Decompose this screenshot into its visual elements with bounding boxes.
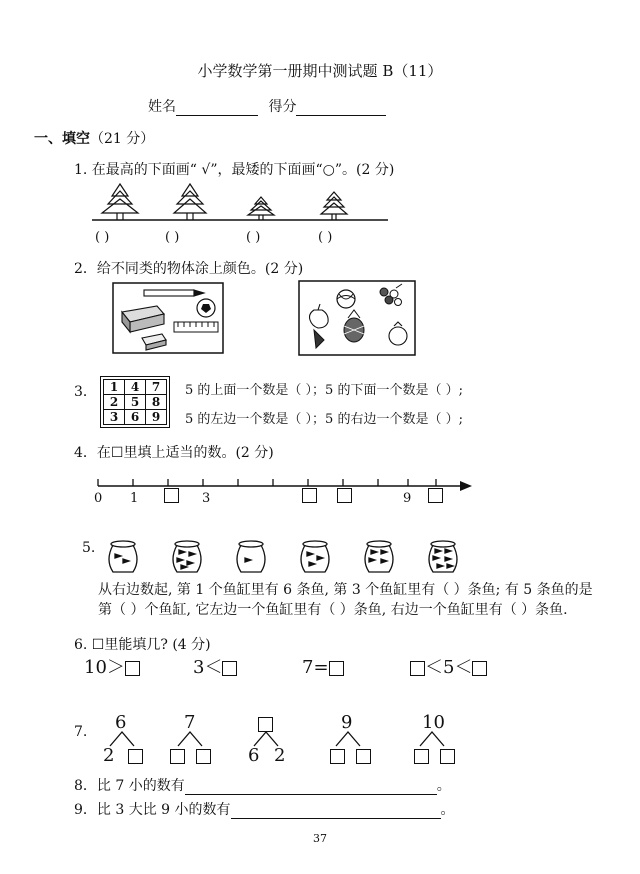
- q1-answer-paren-2[interactable]: ( ): [165, 230, 180, 245]
- q7-bottom-3-right: 2: [274, 745, 286, 766]
- q4-label-3: 3: [202, 491, 211, 506]
- orange-icon: [389, 322, 407, 345]
- q1-answer-paren-3[interactable]: ( ): [246, 230, 261, 245]
- q1-trees-figure: [88, 182, 398, 230]
- q6-answer-box[interactable]: [410, 661, 425, 676]
- grid-cell: 4: [125, 380, 146, 395]
- q7-top-4: 9: [341, 712, 353, 733]
- tree-icon: [102, 184, 138, 220]
- q7-answer-box[interactable]: [196, 749, 211, 764]
- grid-cell: 2: [104, 395, 125, 410]
- q5-line-2: 第（ ）个鱼缸, 它左边一个鱼缸里有（ ）条鱼, 右边一个鱼缸里有（ ）条鱼.: [98, 602, 568, 618]
- q8-end: 。: [436, 778, 451, 794]
- q7-answer-box[interactable]: [414, 749, 429, 764]
- q2-fruits-figure: [298, 280, 416, 356]
- q9-end: 。: [440, 802, 455, 818]
- q7-answer-box[interactable]: [330, 749, 345, 764]
- fishbowl-icon: [173, 541, 201, 572]
- section-label: 一、填空: [34, 131, 90, 147]
- score-label: 得分: [268, 99, 297, 115]
- pineapple-icon: [344, 310, 364, 342]
- q7-top-2: 7: [184, 712, 196, 733]
- name-label: 姓名: [148, 99, 176, 115]
- name-blank[interactable]: [176, 101, 258, 116]
- q8-text: 8．比 7 小的数有: [74, 778, 185, 794]
- q7-answer-box[interactable]: [170, 749, 185, 764]
- q6-text: 6. ☐里能填几? (4 分): [74, 637, 211, 653]
- q4-answer-box[interactable]: [164, 488, 179, 503]
- q1-text: 1. 在最高的下面画“ √”，最矮的下面画“○”。(2 分): [74, 162, 395, 178]
- q6-item-1-text: 10＞: [84, 657, 125, 678]
- name-field-row: [148, 98, 386, 116]
- q7-bottom-3-left: 6: [248, 745, 260, 766]
- q4-label-9: 9: [403, 491, 412, 506]
- score-blank[interactable]: [296, 101, 386, 116]
- q3-line-2: 5 的左边一个数是（ ）；5 的右边一个数是（ ）;: [185, 412, 463, 427]
- q8-row: [74, 777, 451, 795]
- grid-cell: 6: [125, 410, 146, 425]
- q7-answer-box[interactable]: [356, 749, 371, 764]
- grid-cell: 3: [104, 410, 125, 425]
- q6-item-2: [193, 657, 237, 679]
- pear-icon: [310, 304, 329, 328]
- grid-cell: 9: [146, 410, 167, 425]
- q6-item-2-text: 3＜: [193, 657, 223, 678]
- q4-answer-box[interactable]: [428, 488, 443, 503]
- q9-answer-blank[interactable]: [231, 804, 441, 819]
- fishbowl-icon: [365, 541, 393, 572]
- q6-item-4-text: ＜5＜: [425, 657, 473, 678]
- q4-text: 4．在☐里填上适当的数。(2 分): [74, 445, 274, 461]
- arrow-right-icon: [460, 481, 472, 491]
- q7-answer-box[interactable]: [128, 749, 143, 764]
- pencil-icon: [144, 290, 204, 296]
- section-points: （21 分）: [90, 131, 155, 147]
- q4-label-1: 1: [130, 491, 139, 506]
- q6-answer-box[interactable]: [222, 661, 237, 676]
- q4-answer-box[interactable]: [337, 488, 352, 503]
- page-number: 37: [313, 832, 327, 845]
- grapes-icon: [380, 284, 402, 306]
- q9-row: [74, 801, 455, 819]
- grid-cell: 8: [146, 395, 167, 410]
- q4-answer-box[interactable]: [302, 488, 317, 503]
- page-title: 小学数学第一册期中测试题 B（11）: [197, 62, 443, 80]
- q5-line-1: 从右边数起, 第 1 个鱼缸里有 6 条鱼, 第 3 个鱼缸里有（ ）条鱼; 有 5 条鱼的是: [98, 582, 593, 598]
- q2-text: 2．给不同类的物体涂上颜色。(2 分): [74, 261, 304, 277]
- section-header: [34, 130, 154, 148]
- q8-answer-blank[interactable]: [185, 780, 437, 795]
- fishbowl-icon: [109, 541, 137, 572]
- grid-cell: 5: [125, 395, 146, 410]
- q9-text: 9．比 3 大比 9 小的数有: [74, 802, 231, 818]
- q3-line-1: 5 的上面一个数是（ ）；5 的下面一个数是（ ）;: [185, 383, 463, 398]
- q6-item-3-text: 7=: [302, 657, 329, 678]
- fishbowl-icon: [429, 541, 457, 572]
- q6-answer-box[interactable]: [329, 661, 344, 676]
- q7-top-3-box[interactable]: [258, 717, 273, 732]
- q7-top-1: 6: [115, 712, 127, 733]
- q7-number: 7.: [74, 724, 88, 740]
- q2-stationery-figure: [112, 282, 224, 354]
- tree-icon: [321, 192, 347, 220]
- fishbowl-icon: [237, 541, 265, 572]
- q3-number: 3．: [74, 384, 97, 400]
- q4-label-0: 0: [94, 491, 103, 506]
- q6-item-3: [302, 657, 344, 679]
- q3-number-grid: [100, 376, 170, 428]
- fishbowl-icon: [301, 541, 329, 572]
- q7-bottom-1-left: 2: [103, 745, 115, 766]
- q5-fishbowls-figure: [105, 538, 475, 580]
- tree-icon: [174, 184, 206, 220]
- ball-pattern-icon: [201, 304, 211, 313]
- q7-answer-box[interactable]: [440, 749, 455, 764]
- ruler-icon: [174, 322, 218, 332]
- tree-icon: [248, 197, 274, 220]
- pencil-box-icon: [122, 306, 164, 332]
- strawberry-icon: [314, 330, 324, 348]
- q4-number-line: [88, 476, 478, 506]
- q6-item-1: [84, 657, 140, 679]
- q7-top-5: 10: [422, 712, 445, 733]
- q1-answer-paren-1[interactable]: ( ): [95, 230, 110, 245]
- eraser-icon: [142, 334, 166, 350]
- q5-number: 5.: [82, 540, 96, 556]
- q6-answer-box[interactable]: [472, 661, 487, 676]
- grid-cell: 1: [104, 380, 125, 395]
- q6-item-4: [410, 657, 487, 679]
- grid-cell: 7: [146, 380, 167, 395]
- q6-answer-box[interactable]: [125, 661, 140, 676]
- q1-answer-paren-4[interactable]: ( ): [318, 230, 333, 245]
